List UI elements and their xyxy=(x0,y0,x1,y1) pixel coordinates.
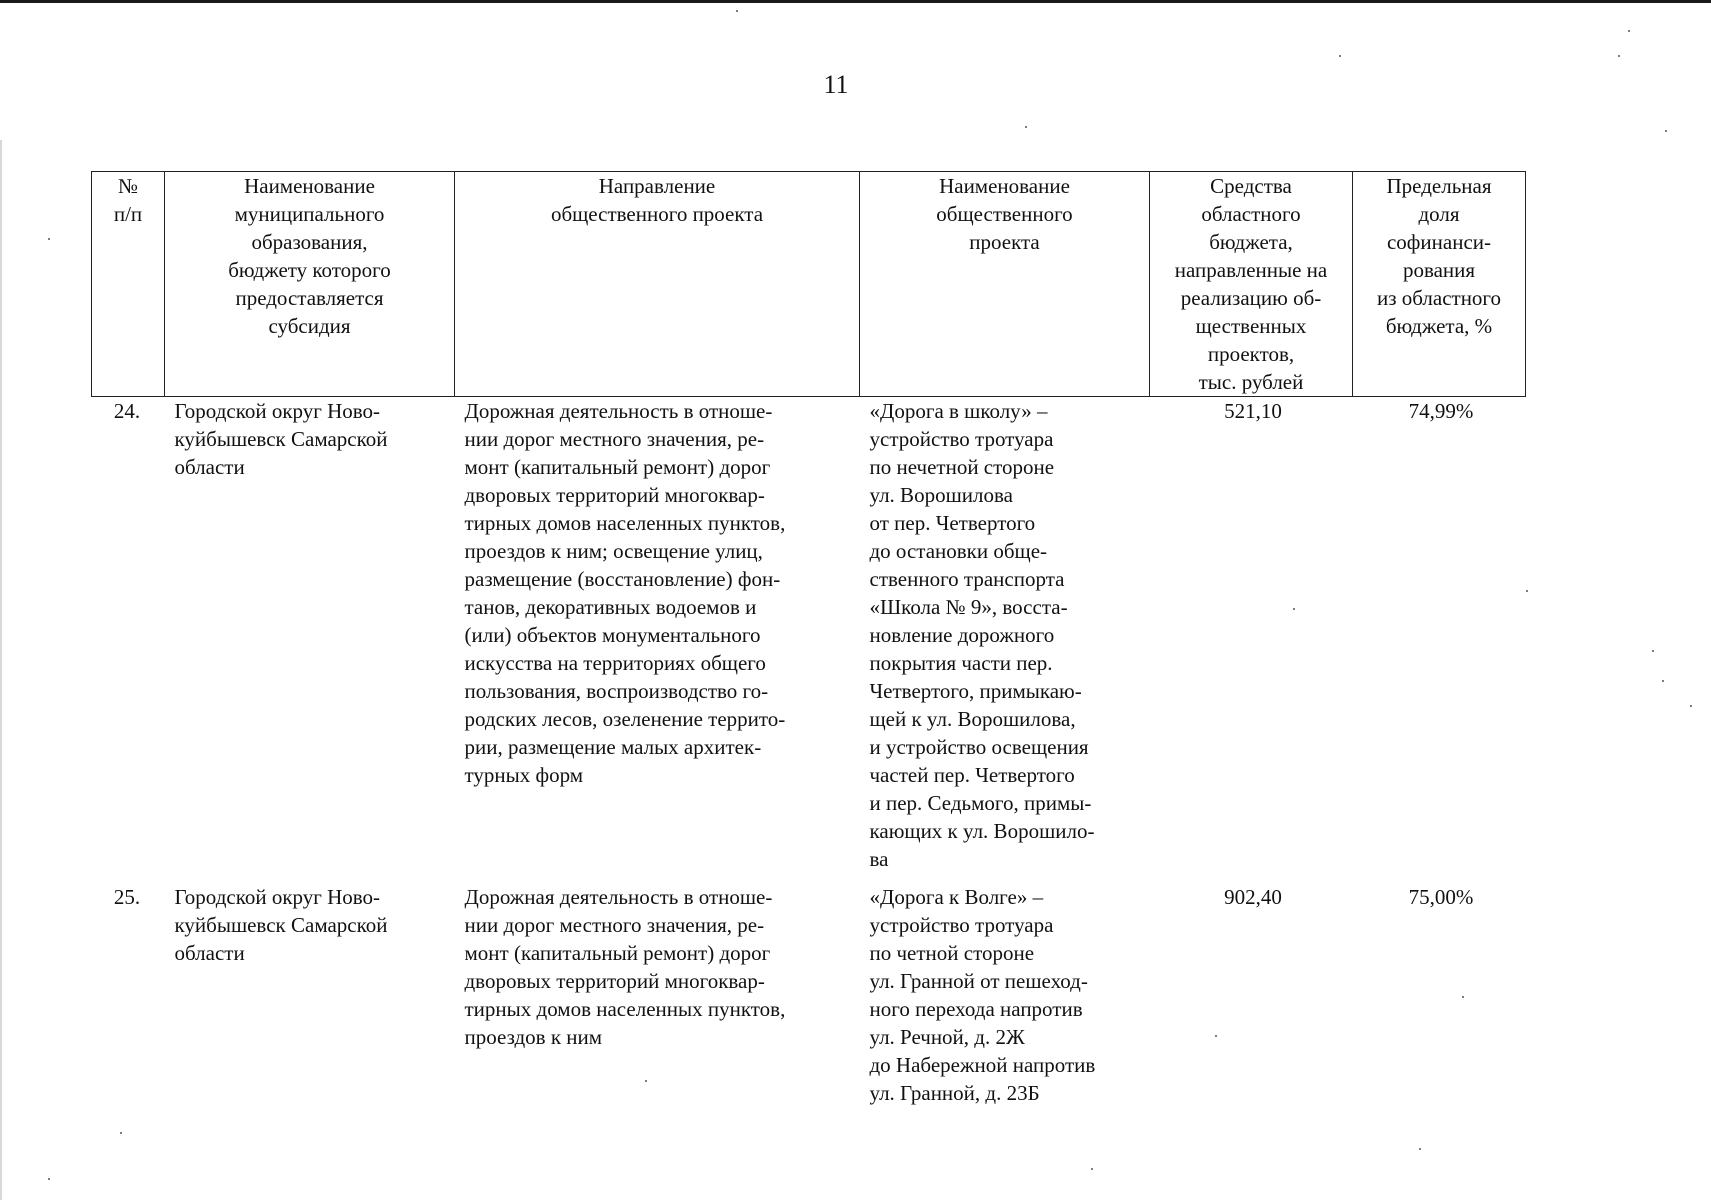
row-project-text: «Дорога в школу» – устройство тротуара по нечетной стороне ул. Ворошилова от пер. Четвертого до остановки обще- ственного транспорта «Школа № 9», восста- новление дорожного покрытия части пер. Четвертого, примыкаю- щей к ул. Ворошилова, и устройство освещения частей пер. Четвертого и пер. Седьмого, примы- кающих к ул. Ворошило- ва xyxy=(869,399,1095,871)
header-number-text: № п/п xyxy=(113,174,143,226)
table-row xyxy=(92,883,1526,1117)
scan-speck xyxy=(736,10,738,12)
row-municipality xyxy=(165,397,455,884)
scan-speck xyxy=(1419,1148,1421,1150)
row-municipality xyxy=(165,883,455,1117)
table-row xyxy=(92,397,1526,884)
row-funds: 902,40 xyxy=(1224,885,1282,909)
header-share xyxy=(1353,172,1526,397)
scan-edge-left xyxy=(0,140,2,1200)
header-funds xyxy=(1150,172,1353,397)
row-project xyxy=(860,397,1150,884)
header-row xyxy=(92,172,1526,397)
scan-edge-top xyxy=(0,0,1711,3)
scan-speck xyxy=(1665,130,1667,132)
scan-speck xyxy=(1618,55,1620,57)
row-direction-text: Дорожная деятельность в отноше- нии дорог местного значения, ре- монт (капитальный ремонт) дорог дворовых территорий многоквар- тирных домов населенных пунктов, проездов к ним; освещение улиц, размещение (восстановление) фон- танов, декоративных водоемов и (или) объектов монументального искусства на территориях общего пользования, воспроизводство го- родских лесов, озеленение террито- рии, размещение малых архитек- турных форм xyxy=(464,399,786,787)
row-direction xyxy=(455,883,860,1117)
header-direction-text: Направление общественного проекта xyxy=(550,174,764,226)
scan-speck xyxy=(48,1178,50,1180)
row-share: 74,99% xyxy=(1408,399,1474,423)
header-project-text: Наименование общественного проекта xyxy=(936,174,1073,254)
row-number: 24. xyxy=(113,399,141,423)
scan-speck xyxy=(1652,650,1654,652)
row-municipality-text: Городской округ Ново- куйбышевск Самарской области xyxy=(174,399,388,479)
header-funds-text: Средства областного бюджета, направленные на реализацию об- щественных проектов, тыс. рублей xyxy=(1174,174,1328,394)
row-project-text: «Дорога к Волге» – устройство тротуара по четной стороне ул. Гранной от пешеход- ного перехода напротив ул. Речной, д. 2Ж до Набережной напротив ул. Гранной, д. 23Б xyxy=(869,885,1096,1105)
table-body xyxy=(92,397,1526,1118)
scan-speck xyxy=(1025,126,1027,128)
subsidy-table xyxy=(91,171,1526,1117)
header-municipality xyxy=(165,172,455,397)
page-number: 11 xyxy=(823,70,849,99)
row-number: 25. xyxy=(113,885,141,909)
row-funds: 521,10 xyxy=(1224,399,1282,423)
scan-speck xyxy=(48,238,50,240)
row-direction xyxy=(455,397,860,884)
scan-speck xyxy=(1526,590,1528,592)
scan-speck xyxy=(1662,680,1664,682)
scan-speck xyxy=(120,1132,122,1134)
row-share: 75,00% xyxy=(1408,885,1474,909)
scan-speck xyxy=(1690,705,1692,707)
scan-speck xyxy=(1091,1168,1093,1170)
table-header xyxy=(92,172,1526,397)
header-share-text: Предельная доля софинанси- рования из областного бюджета, % xyxy=(1376,174,1502,338)
header-project xyxy=(860,172,1150,397)
header-municipality-text: Наименование муниципального образования, бюджету которого предоставляется субсидия xyxy=(228,174,391,338)
row-direction-text: Дорожная деятельность в отноше- нии дорог местного значения, ре- монт (капитальный ремонт) дорог дворовых территорий многоквар- тирных домов населенных пунктов, проездов к ним xyxy=(464,885,786,1049)
header-number xyxy=(92,172,165,397)
row-project xyxy=(860,883,1150,1117)
scan-speck xyxy=(1339,55,1341,57)
header-direction xyxy=(455,172,860,397)
row-municipality-text: Городской округ Ново- куйбышевск Самарской области xyxy=(174,885,388,965)
scan-speck xyxy=(1628,30,1630,32)
